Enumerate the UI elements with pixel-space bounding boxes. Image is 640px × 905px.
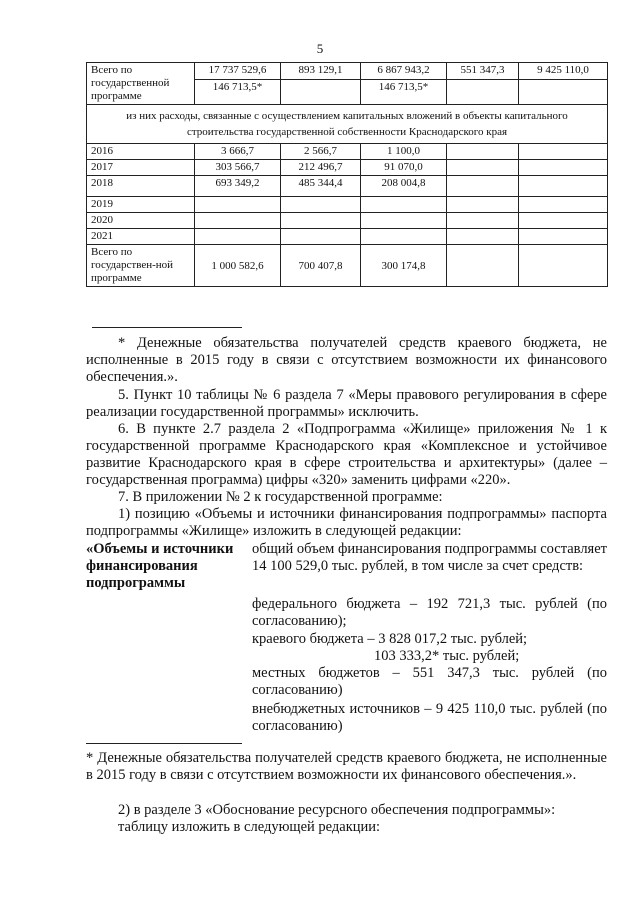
table-row-grand-total [87, 245, 608, 287]
table-cell [519, 213, 608, 229]
table-cell [195, 229, 281, 245]
table-cell: 893 129,1 [281, 63, 361, 80]
row-year: 2019 [87, 197, 195, 213]
table-cell [519, 229, 608, 245]
table-cell [447, 245, 519, 287]
table-cell [447, 229, 519, 245]
table-cell: 146 713,5* [361, 80, 447, 105]
table-cell [195, 213, 281, 229]
table-cell [519, 197, 608, 213]
block-extra: внебюджетных источников – 9 425 110,0 тыс. рублей (по согласованию) [252, 701, 607, 734]
table-cell: 3 666,7 [195, 144, 281, 160]
row-year: 2020 [87, 213, 195, 229]
table-cell [519, 144, 608, 160]
financing-table [86, 62, 608, 287]
table-cell [519, 160, 608, 176]
table-cell: 1 100,0 [361, 144, 447, 160]
paragraph-item-7-2: 2) в разделе 3 «Обоснование ресурсного обеспечения подпрограммы»: [118, 802, 556, 818]
paragraph-item-5: 5. Пункт 10 таблицы № 6 раздела 7 «Меры правового регулирования в сфере реализации государственной программы» исключить. [86, 387, 607, 420]
table-cell [447, 213, 519, 229]
table-cell: 300 174,8 [361, 245, 447, 287]
row-year: 2017 [87, 160, 195, 176]
table-cell [281, 229, 361, 245]
table-cell [281, 197, 361, 213]
table-cell: 700 407,8 [281, 245, 361, 287]
footnote-separator [92, 327, 242, 328]
paragraph-item-7-2-cont: таблицу изложить в следующей редакции: [118, 819, 381, 835]
table-cell: 551 347,3 [447, 63, 519, 80]
table-cell: 212 496,7 [281, 160, 361, 176]
row-year: 2018 [87, 176, 195, 197]
table-section-row [87, 105, 608, 144]
row-label: Всего по государствен-ной программе [87, 245, 195, 287]
table-cell [361, 213, 447, 229]
table-cell [361, 229, 447, 245]
table-cell: 1 000 582,6 [195, 245, 281, 287]
table-cell [281, 80, 361, 105]
footnote: * Денежные обязательства получателей средств краевого бюджета, не исполненные в 2015 году в связи с отсутствием возможности их финансового обеспечения.». [86, 750, 607, 783]
table-cell [447, 176, 519, 197]
table-row [87, 144, 608, 160]
block-federal: федерального бюджета – 192 721,3 тыс. рублей (по согласованию); [252, 596, 607, 629]
table-cell [361, 197, 447, 213]
page-number: 5 [316, 41, 324, 56]
footnote-separator [86, 743, 242, 744]
table-cell [447, 197, 519, 213]
block-regional-note: 103 333,2* тыс. рублей; [374, 648, 520, 664]
table-cell: 6 867 943,2 [361, 63, 447, 80]
table-row [87, 176, 608, 197]
footnote: * Денежные обязательства получателей средств краевого бюджета, не исполненные в 2015 году в связи с отсутствием возможности их финансового обеспечения.». [86, 335, 607, 385]
table-cell [281, 213, 361, 229]
table-cell: 17 737 529,6 [195, 63, 281, 80]
block-total: общий объем финансирования подпрограммы составляет 14 100 529,0 тыс. рублей, в том числе за счет средств: [252, 541, 607, 574]
table-cell [447, 80, 519, 105]
block-label: «Объемы и источники финансирования подпрограммы [86, 541, 234, 591]
paragraph-item-7: 7. В приложении № 2 к государственной программе: [118, 489, 443, 505]
table-cell [519, 245, 608, 287]
table-cell: 9 425 110,0 [519, 63, 608, 80]
block-local: местных бюджетов – 551 347,3 тыс. рублей (по согласованию) [252, 665, 607, 698]
table-cell [519, 80, 608, 105]
table-cell: 303 566,7 [195, 160, 281, 176]
table-row [87, 160, 608, 176]
table-cell: 91 070,0 [361, 160, 447, 176]
table-cell [447, 144, 519, 160]
table-cell: 2 566,7 [281, 144, 361, 160]
table-row-total-program [87, 63, 608, 80]
table-cell [195, 197, 281, 213]
paragraph-item-7-1: 1) позицию «Объемы и источники финансирования подпрограммы» паспорта подпрограммы «Жилище» изложить в следующей редакции: [86, 506, 607, 539]
table-cell: 208 004,8 [361, 176, 447, 197]
table-cell [519, 176, 608, 197]
table-cell: 146 713,5* [195, 80, 281, 105]
paragraph-item-6: 6. В пункте 2.7 раздела 2 «Подпрограмма «Жилище» приложения № 1 к государственной программе Краснодарского края «Комплексное и устойчивое развитие Краснодарского края в сфере строительства и архитектуры» (далее – государственная программа) цифры «320» заменить цифрами «220». [86, 421, 607, 488]
table-cell: 485 344,4 [281, 176, 361, 197]
table-row [87, 213, 608, 229]
section-title: из них расходы, связанные с осуществлением капитальных вложений в объекты капитального строительства государственной собственности Краснодарского края [87, 105, 608, 144]
table-row [87, 197, 608, 213]
row-year: 2021 [87, 229, 195, 245]
table-cell [447, 160, 519, 176]
table-row [87, 229, 608, 245]
table-cell: 693 349,2 [195, 176, 281, 197]
block-regional: краевого бюджета – 3 828 017,2 тыс. рублей; [252, 631, 528, 647]
row-year: 2016 [87, 144, 195, 160]
row-label: Всего по государственной программе [87, 63, 195, 105]
